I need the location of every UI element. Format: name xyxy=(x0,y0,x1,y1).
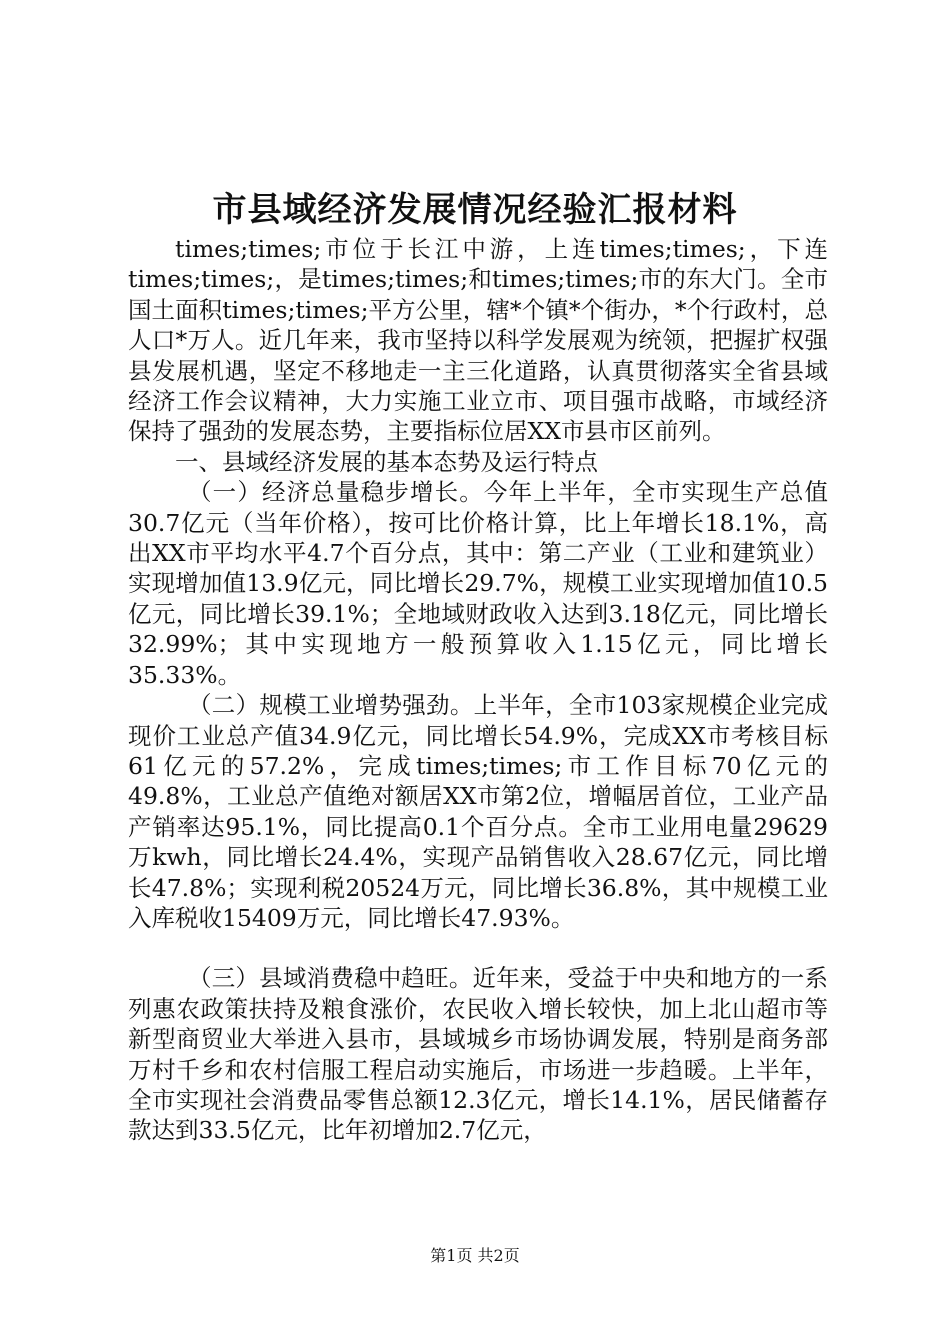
paragraph-gap xyxy=(128,933,828,963)
paragraph-intro: times;times;市位于长江中游，上连times;times;，下连times;times;，是times;times;和times;times;市的东大门。全市国土面积times;times;平方公里，辖*个镇*个街办，*个行政村，总人口*万人。近几年来，我市坚持以科学发展观为统领，把握扩权强县发展机遇，坚定不移地走一主三化道路，认真贯彻落实全省县域经济工作会议精神，大力实施工业立市、项目强市战略，市域经济保持了强劲的发展态势，主要指标位居XX市县市区前列。 xyxy=(128,235,828,446)
paragraph-consumption: （三）县域消费稳中趋旺。近年来，受益于中央和地方的一系列惠农政策扶持及粮食涨价，农民收入增长较快，加上北山超市等新型商贸业大举进入县市，县域城乡市场协调发展，特别是商务部万村千乡和农村信服工程启动实施后，市场进一步趋暖。上半年，全市实现社会消费品零售总额12.3亿元，增长14.1%，居民储蓄存款达到33.5亿元，比年初增加2.7亿元， xyxy=(128,964,828,1145)
section-heading: 一、县域经济发展的基本态势及运行特点 xyxy=(175,447,598,476)
paragraph-industry: （二）规模工业增势强劲。上半年，全市103家规模企业完成现价工业总产值34.9亿元，同比增长54.9%，完成XX市考核目标61亿元的57.2%，完成times;times;市工作目标70亿元的49.8%，工业总产值绝对额居XX市第2位，增幅居首位，工业产品产销率达95.1%，同比提高0.1个百分点。全市工业用电量29629万kwh，同比增长24.4%，实现产品销售收入28.67亿元，同比增长47.8%；实现利税20524万元，同比增长36.8%，其中规模工业入库税收15409万元，同比增长47.93%。 xyxy=(128,691,828,932)
document-body xyxy=(128,234,828,1146)
page-indicator: 第1页 共2页 xyxy=(430,1246,520,1265)
paragraph-economic-output: （一）经济总量稳步增长。今年上半年，全市实现生产总值30.7亿元（当年价格），按可比价格计算，比上年增长18.1%，高出XX市平均水平4.7个百分点，其中：第二产业（工业和建筑业）实现增加值13.9亿元，同比增长29.7%，规模工业实现增加值10.5亿元，同比增长39.1%；全地域财政收入达到3.18亿元，同比增长32.99%；其中实现地方一般预算收入1.15亿元，同比增长35.33%。 xyxy=(128,478,828,689)
document-title: 市县域经济发展情况经验汇报材料 xyxy=(212,190,738,230)
